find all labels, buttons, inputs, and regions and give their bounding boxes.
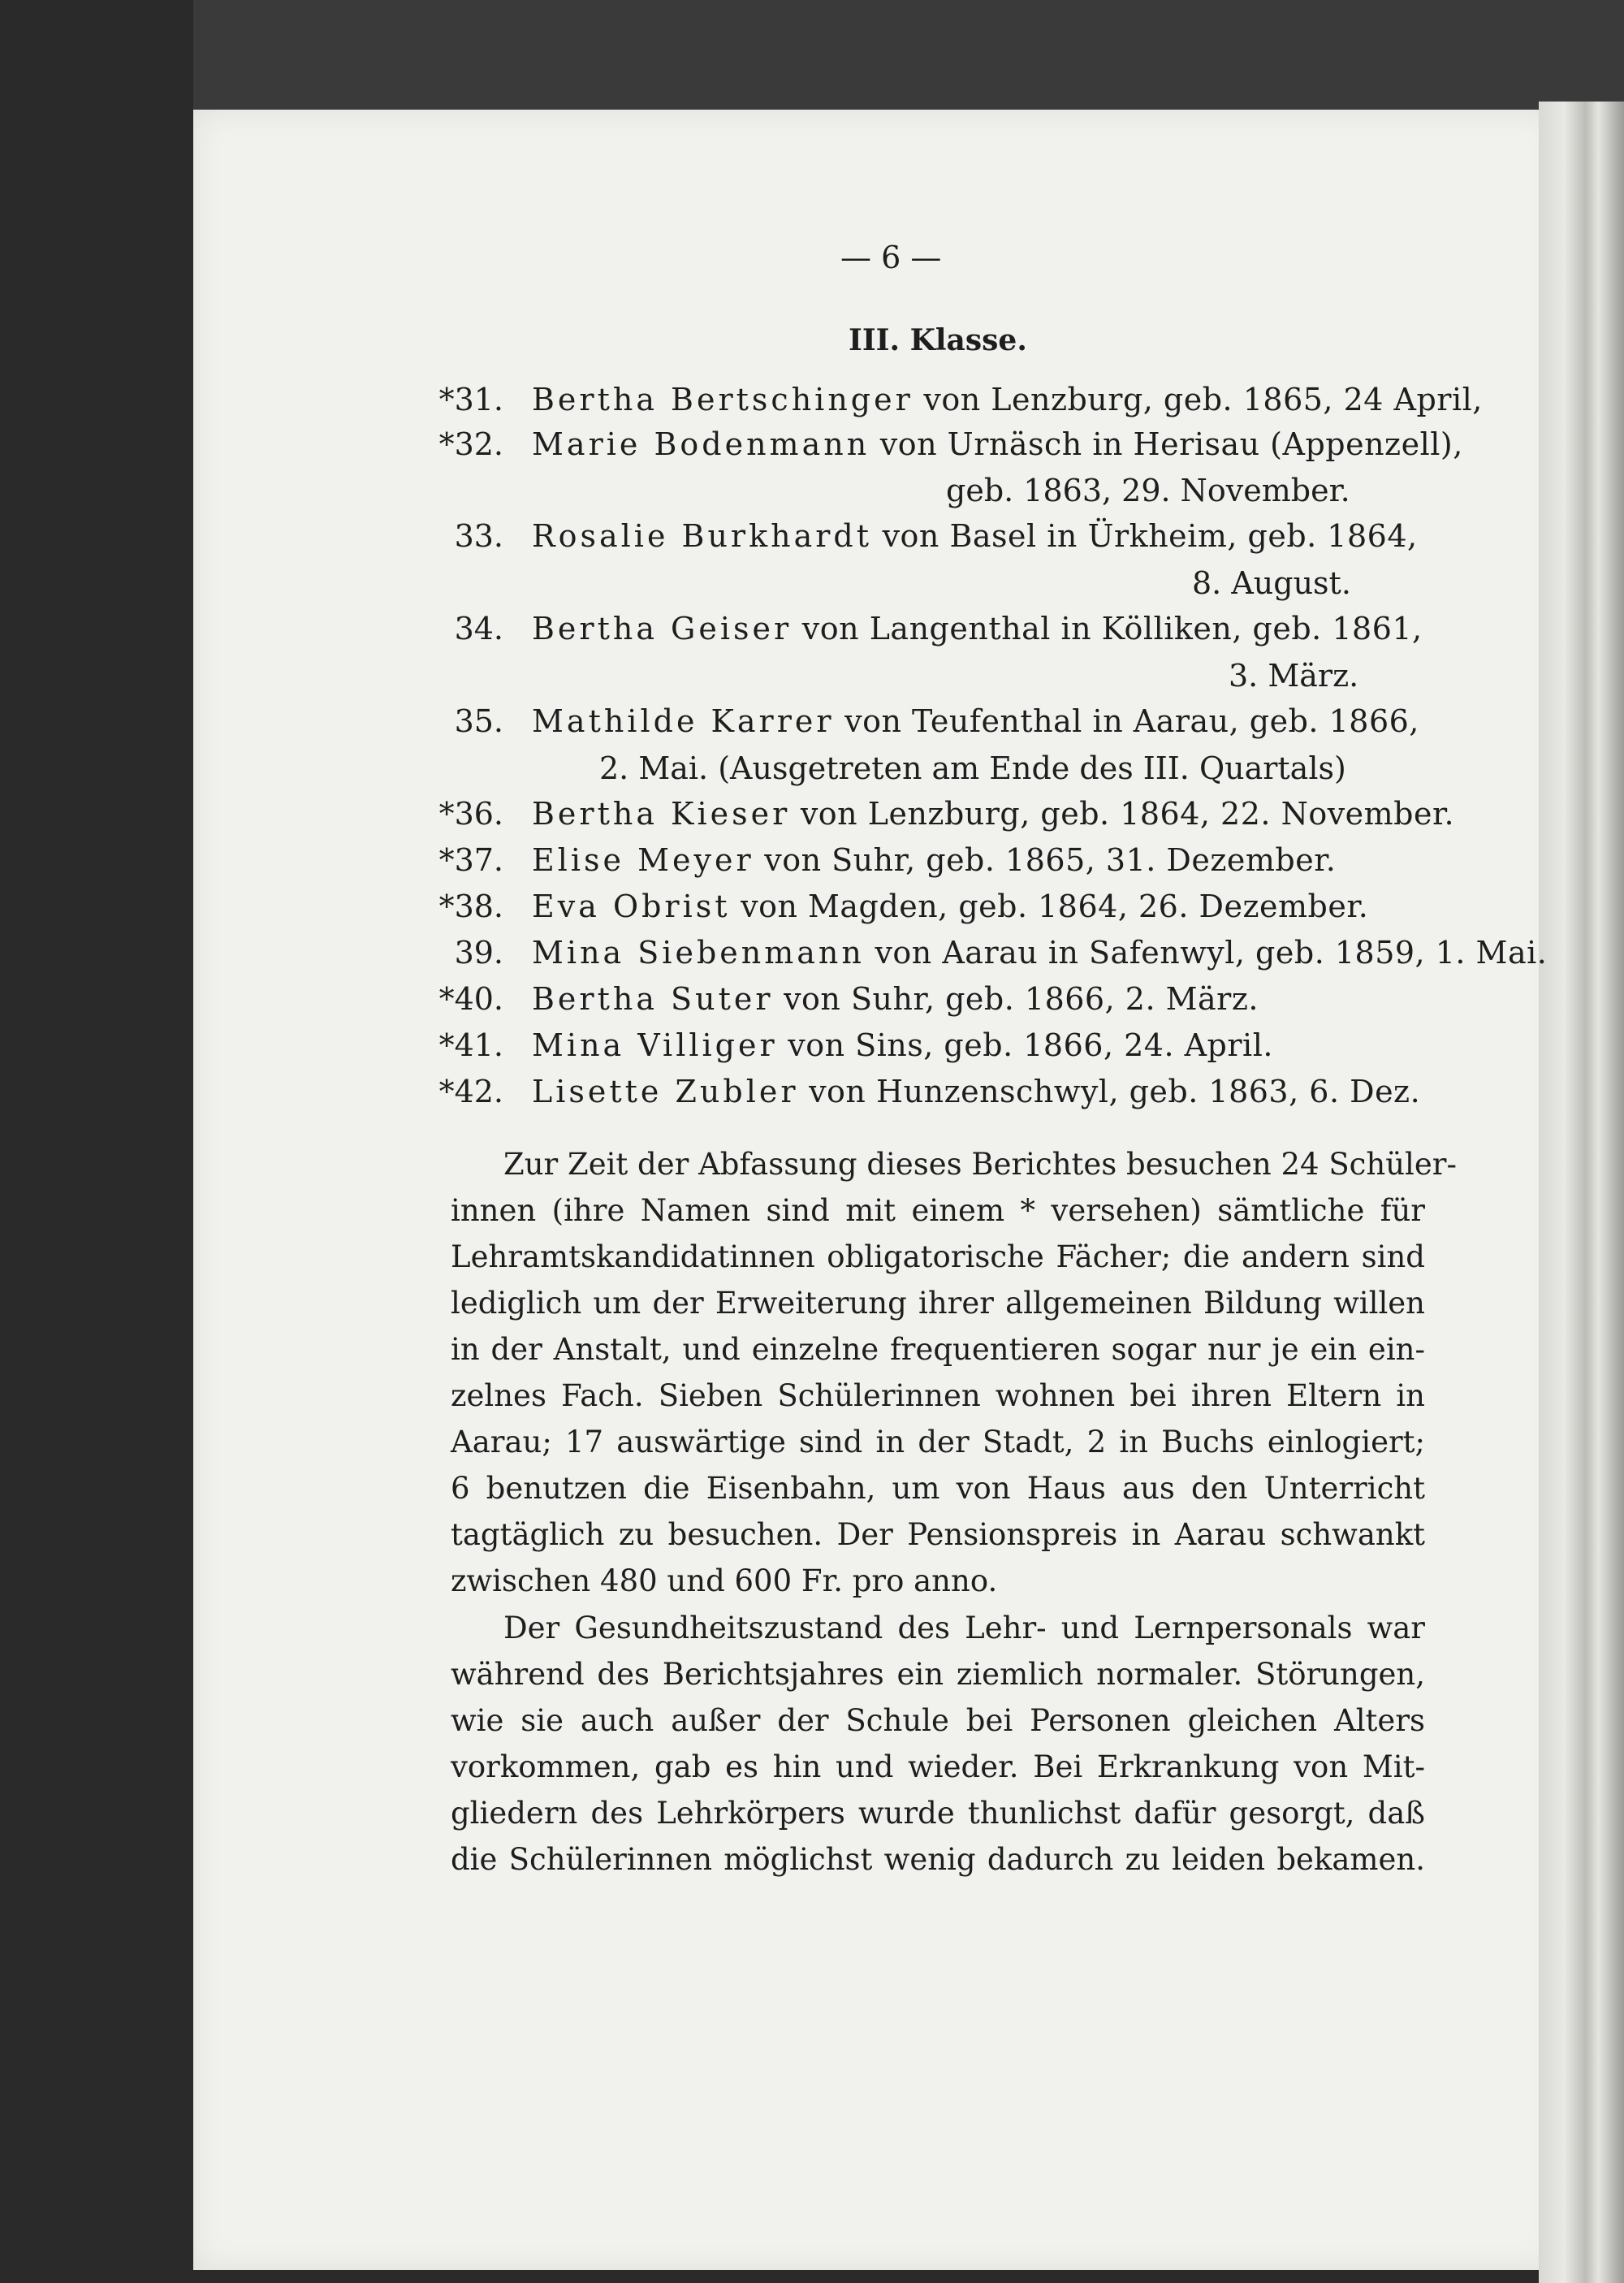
list-item	[0, 842, 1624, 888]
entry-number: *41.	[438, 1027, 503, 1063]
text-line: zelnes Fach. Sieben Schülerinnen wohnen bei ihren Eltern in	[451, 1378, 1425, 1413]
student-name: Bertha Bertschinger	[532, 382, 914, 417]
student-name: Rosalie Burkhardt	[532, 518, 872, 554]
student-details: von Urnäsch in Herisau (Appenzell),	[870, 426, 1463, 462]
text-line: in der Anstalt, und einzelne frequentieren sogar nur je ein ein-	[451, 1332, 1425, 1367]
student-details: von Hunzenschwyl, geb. 1863, 6. Dez.	[798, 1074, 1421, 1109]
text-line: 6 benutzen die Eisenbahn, um von Haus aus den Unterricht	[451, 1471, 1425, 1506]
student-details: von Suhr, geb. 1865, 31. Dezember.	[754, 842, 1337, 878]
entry-number: 39.	[454, 935, 503, 971]
list-item	[0, 703, 1624, 749]
list-item	[0, 935, 1624, 980]
entry-number: *32.	[438, 426, 503, 462]
student-name: Eva Obrist	[532, 889, 731, 924]
student-name: Marie Bodenmann	[532, 426, 870, 462]
student-details: von Suhr, geb. 1866, 2. März.	[773, 981, 1259, 1017]
text-line: die Schülerinnen möglichst wenig dadurch zu leiden bekamen.	[451, 1842, 1425, 1877]
student-details: von Sins, geb. 1866, 24. April.	[777, 1027, 1273, 1063]
entry-continuation: geb. 1863, 29. November.	[946, 473, 1350, 508]
list-item	[0, 611, 1624, 656]
student-name: Bertha Kieser	[532, 796, 791, 832]
list-item	[0, 518, 1624, 564]
entry-continuation: 8. August.	[1192, 565, 1351, 601]
student-details: von Magden, geb. 1864, 26. Dezember.	[730, 889, 1369, 924]
list-item	[0, 1074, 1624, 1119]
entry-number: *31.	[438, 382, 503, 417]
student-details: von Langenthal in Kölliken, geb. 1861,	[792, 611, 1423, 646]
text-line: gliedern des Lehrkörpers wurde thunlichst dafür gesorgt, daß	[451, 1796, 1425, 1831]
entry-number: *36.	[438, 796, 503, 832]
entry-continuation: 2. Mai. (Ausgetreten am Ende des III. Quartals)	[599, 750, 1346, 786]
text-line: innen (ihre Namen sind mit einem * versehen) sämtliche für	[451, 1193, 1425, 1228]
student-details: von Basel in Ürkheim, geb. 1864,	[872, 518, 1418, 554]
page-number: — 6 —	[840, 240, 942, 275]
student-name: Elise Meyer	[532, 842, 754, 878]
text-line: lediglich um der Erweiterung ihrer allgemeinen Bildung willen	[451, 1286, 1425, 1321]
text-line: während des Berichtsjahres ein ziemlich normaler. Störungen,	[451, 1657, 1425, 1692]
entry-continuation: 3. März.	[1229, 658, 1359, 694]
entry-number: 34.	[454, 611, 503, 646]
text-line: tagtäglich zu besuchen. Der Pensionspreis in Aarau schwankt	[451, 1517, 1425, 1552]
list-item	[0, 889, 1624, 934]
student-details: von Teufenthal in Aarau, geb. 1866,	[834, 703, 1419, 739]
text-line: zwischen 480 und 600 Fr. pro anno.	[451, 1563, 998, 1598]
student-details: von Lenzburg, geb. 1864, 22. November.	[790, 796, 1455, 832]
text-line: Lehramtskandidatinnen obligatorische Fächer; die andern sind	[451, 1239, 1425, 1274]
list-item	[0, 981, 1624, 1027]
student-name: Lisette Zubler	[532, 1074, 799, 1109]
student-details: von Lenzburg, geb. 1865, 24 April,	[913, 382, 1483, 417]
text-line: Zur Zeit der Abfassung dieses Berichtes besuchen 24 Schüler-	[503, 1147, 1457, 1182]
text-line: Aarau; 17 auswärtige sind in der Stadt, 2 in Buchs einlogiert;	[451, 1425, 1425, 1459]
text-line: vorkommen, gab es hin und wieder. Bei Erkrankung von Mit-	[451, 1749, 1425, 1784]
entry-number: *40.	[438, 981, 503, 1017]
student-name: Bertha Suter	[532, 981, 774, 1017]
class-heading: III. Klasse.	[849, 323, 1027, 357]
student-name: Mina Villiger	[532, 1027, 778, 1063]
list-item	[0, 426, 1624, 472]
entry-number: 35.	[454, 703, 503, 739]
student-name: Mathilde Karrer	[532, 703, 835, 739]
student-details: von Aarau in Safenwyl, geb. 1859, 1. Mai.	[864, 935, 1548, 971]
text-line: Der Gesundheitszustand des Lehr- und Lernpersonals war	[503, 1611, 1425, 1645]
entry-number: *42.	[438, 1074, 503, 1109]
student-name: Bertha Geiser	[532, 611, 793, 646]
scan-border	[193, 0, 1624, 110]
student-name: Mina Siebenmann	[532, 935, 865, 971]
text-line: wie sie auch außer der Schule bei Personen gleichen Alters	[451, 1703, 1425, 1738]
list-item	[0, 1027, 1624, 1073]
entry-number: *38.	[438, 889, 503, 924]
list-item	[0, 796, 1624, 841]
entry-number: 33.	[454, 518, 503, 554]
entry-number: *37.	[438, 842, 503, 878]
list-item	[0, 382, 1624, 427]
